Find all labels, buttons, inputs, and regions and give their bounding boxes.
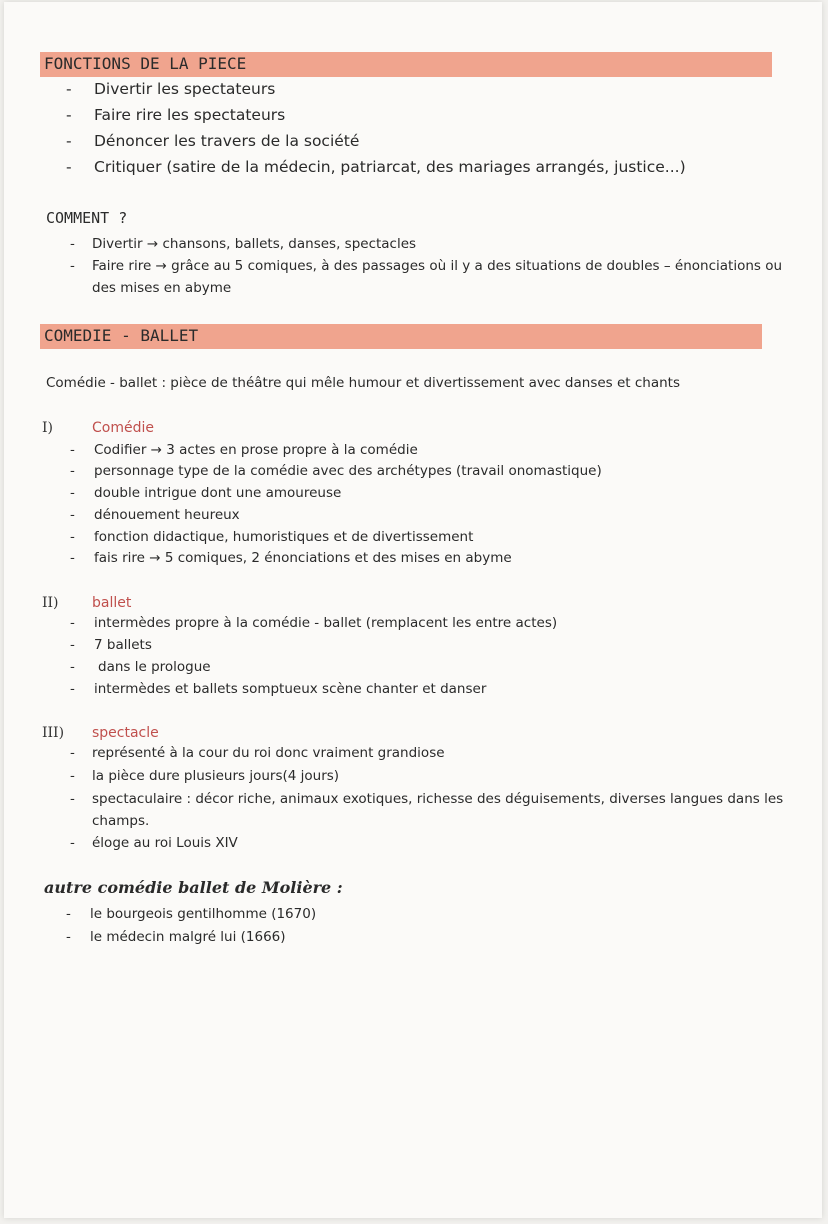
list-item-continuation: champs. [92,813,150,829]
section-title-comedie-ballet: COMEDIE - BALLET [40,324,762,349]
section-title-fonctions: FONCTIONS DE LA PIECE [40,52,772,77]
section-title-comment: COMMENT ? [46,209,128,227]
definition: Comédie - ballet : pièce de théâtre qui mêle humour et divertissement avec danses et chants [46,375,681,391]
section-numeral: I) [42,420,53,436]
list-item-continuation: des mises en abyme [92,280,232,296]
subsection-title-spectacle: spectacle [92,725,159,741]
subsection-title-comedie: Comédie [92,420,154,436]
section-numeral: II) [42,595,59,611]
paper-sheet: FONCTIONS DE LA PIECE - Divertir les spectateurs - Faire rire les spectateurs - Dénoncer les travers de la société - Critiquer (satire de la médecin, patriarcat, des mariages arrangés, justice...) COMMENT ? - Divertir → chansons, ballets, danses, spectacles - Faire rire → grâce au 5 comiques, à des passages où il y a des situations de doubles – énonciations ou des mises en abyme COMEDIE - BALLET Comédie - ballet : pièce de théâtre qui mêle humour et divertissement avec danses et chants I) Comédie - Codifier → 3 actes en prose propre à la comédie - personnage type de la comédie avec des archétypes (travail onomastique) - double intrigue dont une amoureuse - dénouement heureux - fonction didactique, humoristiques et de divertissement - fais rire → 5 comiques, 2 énonciations et des mises en abyme II) ballet - intermèdes propre à la comédie - ballet (remplacent les entre actes) - 7 ballets - dans le prologue - intermèdes et ballets somptueux scène chanter et danser III) spectacle - représenté à la cour du roi donc vraiment grandiose - la pièce dure plusieurs jours(4 jours) - spectaculaire : décor riche, animaux exotiques, richesse des déguisements, diverses langues dans les champs. - éloge au roi Louis XIV autre comédie ballet de Molière : - le bourgeois gentilhomme (1670) - le médecin malgré lui (1666) [4,2,822,1218]
other-works-title: autre comédie ballet de Molière : [44,878,343,897]
subsection-title-ballet: ballet [92,595,132,611]
section-numeral: III) [42,725,65,741]
